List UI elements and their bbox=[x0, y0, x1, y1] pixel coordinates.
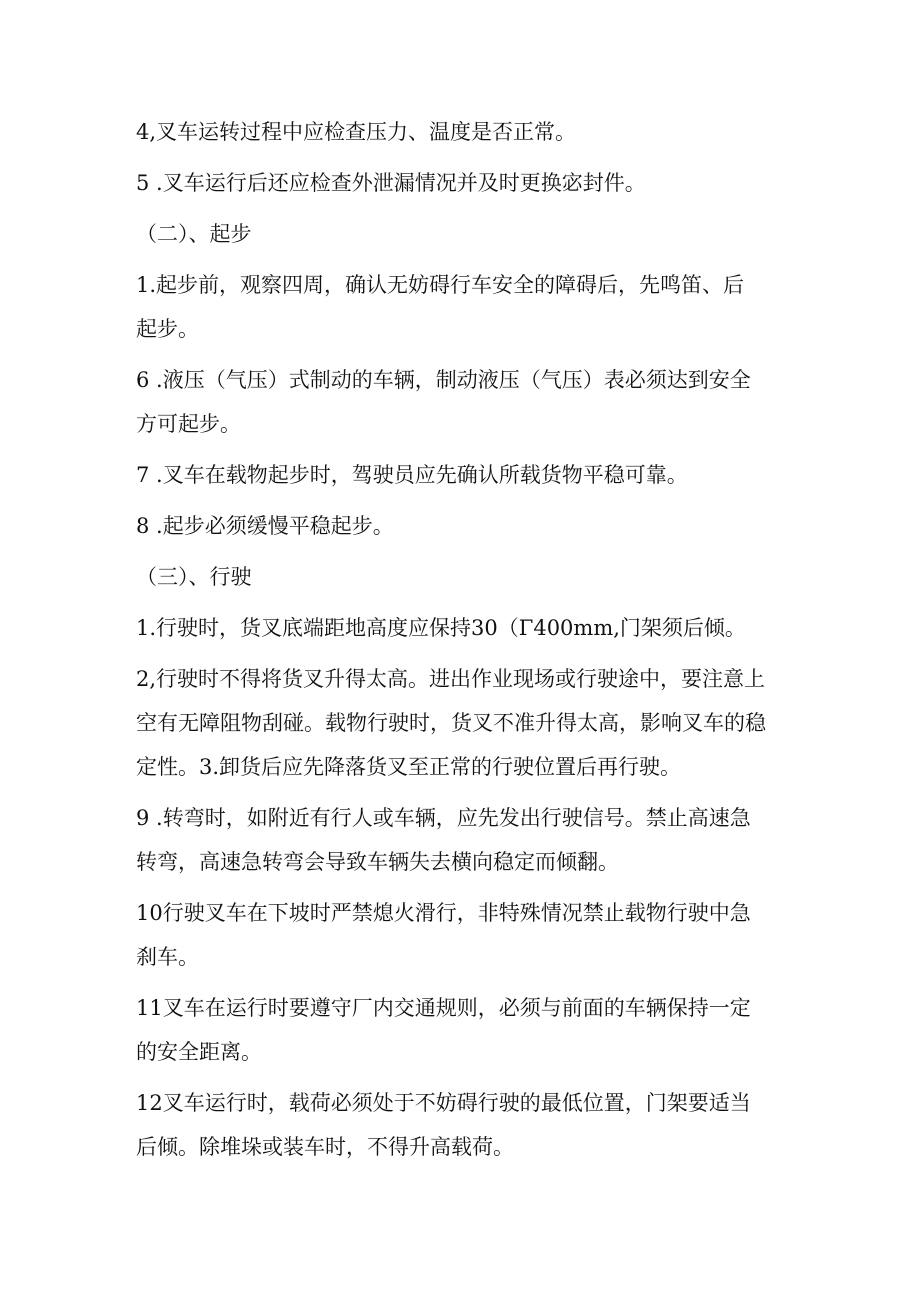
paragraph-line: 空有无障阻物刮碰。载物行驶时，货叉不准升得太高，影响叉车的稳 bbox=[136, 711, 766, 735]
paragraph-line: 8 .起步必须缓慢平稳起步。 bbox=[136, 514, 394, 538]
document-body bbox=[136, 110, 796, 1176]
paragraph-line: 后倾。除堆垛或装车时，不得升高载荷。 bbox=[136, 1135, 514, 1159]
section-heading-start bbox=[136, 212, 796, 256]
paragraph-line: 的安全距离。 bbox=[136, 1040, 262, 1064]
paragraph-line: 9 .转弯时，如附近有行人或车辆，应先发出行驶信号。禁止高速急 bbox=[136, 806, 751, 830]
heading-line: （二）、起步 bbox=[136, 222, 252, 246]
section-heading-driving bbox=[136, 555, 796, 599]
paragraph-line: 4,叉车运转过程中应检查压力、温度是否正常。 bbox=[136, 120, 577, 144]
paragraph-line: 11叉车在运行时要遵守厂内交通规则，必须与前面的车辆保持一定 bbox=[136, 996, 751, 1020]
paragraph-line: 方可起步。 bbox=[136, 412, 241, 436]
paragraph-4 bbox=[136, 263, 796, 351]
paragraph-line: 12叉车运行时，载荷必须处于不妨碍行驶的最低位置，门架要适当 bbox=[136, 1091, 751, 1115]
paragraph-1 bbox=[136, 110, 796, 154]
paragraph-line: 起步。 bbox=[136, 317, 199, 341]
paragraph-10 bbox=[136, 657, 796, 789]
paragraph-7 bbox=[136, 504, 796, 548]
paragraph-2 bbox=[136, 161, 796, 205]
paragraph-line: 6 .液压（气压）式制动的车辆，制动液压（气压）表必须达到安全 bbox=[136, 368, 751, 392]
paragraph-line: 10行驶叉车在下坡时严禁熄火滑行，非特殊情况禁止载物行驶中急 bbox=[136, 901, 751, 925]
paragraph-line: 转弯，高速急转弯会导致车辆失去横向稳定而倾翻。 bbox=[136, 850, 619, 874]
paragraph-line: 刹车。 bbox=[136, 945, 199, 969]
paragraph-6 bbox=[136, 453, 796, 497]
paragraph-13 bbox=[136, 986, 796, 1074]
heading-line: （三）、行驶 bbox=[136, 565, 252, 589]
paragraph-12 bbox=[136, 891, 796, 979]
paragraph-11 bbox=[136, 796, 796, 884]
paragraph-line: 1.起步前，观察四周，确认无妨碍行车安全的障碍后，先鸣笛、后 bbox=[136, 273, 745, 297]
paragraph-5 bbox=[136, 358, 796, 446]
paragraph-14 bbox=[136, 1081, 796, 1169]
paragraph-9 bbox=[136, 606, 796, 650]
paragraph-line: 5 .叉车运行后还应检查外泄漏情况并及时更换宓封件。 bbox=[136, 171, 646, 195]
paragraph-line: 定性。3.卸货后应先降落货叉至正常的行驶位置后再行驶。 bbox=[136, 755, 682, 779]
paragraph-line: 1.行驶时，货叉底端距地高度应保持30（Γ400mm,门架须后倾。 bbox=[136, 616, 746, 640]
paragraph-line: 7 .叉车在载物起步时，驾驶员应先确认所载货物平稳可靠。 bbox=[136, 463, 688, 487]
paragraph-line: 2,行驶时不得将货叉升得太高。进出作业现场或行驶途中，要注意上 bbox=[136, 667, 766, 691]
